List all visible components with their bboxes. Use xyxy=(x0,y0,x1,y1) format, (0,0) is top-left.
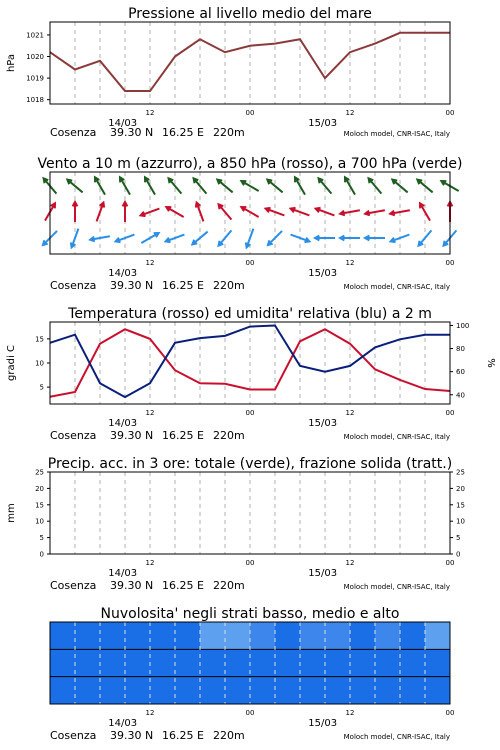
precipitation-panel xyxy=(6,456,465,592)
wind-arrow xyxy=(90,236,110,241)
cloud-cell xyxy=(350,649,375,676)
wind-arrow xyxy=(145,177,155,194)
cloud-panel xyxy=(50,606,454,742)
cloud-cell xyxy=(250,677,275,704)
cloud-cell xyxy=(200,622,225,649)
cloud-cell xyxy=(375,622,400,649)
station-lat: 39.30 N xyxy=(110,729,154,742)
temperature-panel xyxy=(6,306,496,442)
cloud-cell xyxy=(175,622,200,649)
wind-arrow xyxy=(192,232,207,245)
station-lat: 39.30 N xyxy=(110,126,154,139)
cloud-cell xyxy=(100,649,125,676)
cloud-cell xyxy=(75,622,100,649)
wind-arrow xyxy=(123,202,128,222)
y-tick-label: 1020 xyxy=(26,53,44,62)
cloud-cell xyxy=(325,649,350,676)
station-name: Cosenza xyxy=(50,429,97,442)
y-right-tick-label: 15 xyxy=(456,501,465,510)
y-axis-label: gradi C xyxy=(6,345,17,381)
cloud-cell xyxy=(400,649,425,676)
cloud-cell xyxy=(375,649,400,676)
day-label: 15/03 xyxy=(308,268,338,279)
y-right-tick-label: 10 xyxy=(456,517,465,526)
y-tick-label: 1019 xyxy=(26,74,44,83)
y-tick-label: 15 xyxy=(35,501,44,510)
wind-arrow xyxy=(166,235,185,243)
cloud-cell xyxy=(150,649,175,676)
x-tick-label: 12 xyxy=(145,259,155,267)
wind-arrow xyxy=(345,177,355,194)
x-tick-label: 00 xyxy=(445,709,455,717)
panel-title: Precip. acc. in 3 ore: totale (verde), frazione solida (tratt.) xyxy=(47,456,453,472)
wind-arrow xyxy=(295,177,305,194)
panel-title: Pressione al livello medio del mare xyxy=(128,6,372,22)
y-tick-label: 1021 xyxy=(26,31,44,40)
cloud-cell xyxy=(425,677,450,704)
station-lon: 16.25 E xyxy=(162,126,204,139)
y-tick-label: 5 xyxy=(39,534,44,543)
station-alt: 220m xyxy=(213,429,245,442)
y-tick-label: 5 xyxy=(39,383,44,392)
y-right-tick-label: 5 xyxy=(456,534,461,543)
y-tick-label: 15 xyxy=(35,335,44,344)
cloud-cell xyxy=(300,677,325,704)
day-label: 15/03 xyxy=(308,418,338,429)
model-credit: Moloch model, CNR-ISAC, Italy xyxy=(343,583,450,591)
cloud-cell xyxy=(325,677,350,704)
y-right-tick-label: 0 xyxy=(456,550,461,559)
x-tick-label: 12 xyxy=(145,559,155,567)
station-lon: 16.25 E xyxy=(162,579,204,592)
x-tick-label: 12 xyxy=(345,409,355,417)
day-label: 14/03 xyxy=(108,718,138,729)
wind-arrow xyxy=(141,233,158,243)
station-alt: 220m xyxy=(213,579,245,592)
cloud-cell xyxy=(125,649,150,676)
y-right-tick-label: 25 xyxy=(456,468,465,477)
panel-title: Nuvolosita' negli strati basso, medio e alto xyxy=(100,606,400,622)
wind-arrow xyxy=(419,230,432,245)
x-tick-label: 12 xyxy=(345,259,355,267)
cloud-cell xyxy=(275,649,300,676)
x-tick-label: 00 xyxy=(445,559,455,567)
y-tick-label: 0 xyxy=(39,550,44,559)
y-tick-label: 10 xyxy=(35,359,44,368)
wind-arrow xyxy=(116,235,135,243)
x-tick-label: 00 xyxy=(445,109,455,117)
y-right-tick-label: 80 xyxy=(456,345,465,354)
station-name: Cosenza xyxy=(50,729,97,742)
day-label: 15/03 xyxy=(308,718,338,729)
y-right-tick-label: 40 xyxy=(456,391,465,400)
cloud-cell xyxy=(350,677,375,704)
y-axis-label: mm xyxy=(6,503,17,523)
cloud-cell xyxy=(50,649,75,676)
x-tick-label: 12 xyxy=(145,709,155,717)
cloud-cell xyxy=(400,677,425,704)
station-alt: 220m xyxy=(213,126,245,139)
cloud-cell xyxy=(150,677,175,704)
x-tick-label: 00 xyxy=(245,109,255,117)
wind-arrow xyxy=(73,202,78,222)
day-label: 15/03 xyxy=(308,568,338,579)
y-tick-label: 10 xyxy=(35,517,44,526)
y-tick-label: 1018 xyxy=(26,96,44,105)
y-right-tick-label: 60 xyxy=(456,368,465,377)
day-label: 14/03 xyxy=(108,418,138,429)
cloud-cell xyxy=(250,622,275,649)
cloud-cell xyxy=(300,649,325,676)
wind-arrow xyxy=(95,177,105,194)
x-tick-label: 00 xyxy=(245,259,255,267)
wind-arrow xyxy=(120,177,130,194)
wind-arrow xyxy=(196,203,204,222)
cloud-cell xyxy=(175,649,200,676)
x-tick-label: 00 xyxy=(245,709,255,717)
cloud-cell xyxy=(150,622,175,649)
x-tick-label: 12 xyxy=(345,559,355,567)
station-alt: 220m xyxy=(213,279,245,292)
y-right-tick-label: 20 xyxy=(456,484,465,493)
wind-arrow xyxy=(219,230,232,245)
cloud-cell xyxy=(425,622,450,649)
cloud-cell xyxy=(100,622,125,649)
cloud-cell xyxy=(100,677,125,704)
cloud-cell xyxy=(75,649,100,676)
x-tick-label: 12 xyxy=(345,709,355,717)
cloud-cell xyxy=(75,677,100,704)
cloud-cell xyxy=(225,649,250,676)
cloud-cell xyxy=(125,622,150,649)
x-tick-label: 00 xyxy=(445,259,455,267)
station-lat: 39.30 N xyxy=(110,579,154,592)
x-tick-label: 00 xyxy=(445,409,455,417)
station-lon: 16.25 E xyxy=(162,729,204,742)
model-credit: Moloch model, CNR-ISAC, Italy xyxy=(343,433,450,441)
pressure-panel xyxy=(6,6,454,139)
cloud-cell xyxy=(50,677,75,704)
panel-title: Temperatura (rosso) ed umidita' relativa (blu) a 2 m xyxy=(68,306,432,322)
cloud-cell xyxy=(350,622,375,649)
x-tick-label: 12 xyxy=(345,109,355,117)
panel-title: Vento a 10 m (azzurro), a 850 hPa (rosso), a 700 hPa (verde) xyxy=(37,156,463,172)
x-tick-label: 00 xyxy=(245,559,255,567)
station-lat: 39.30 N xyxy=(110,279,154,292)
cloud-cell xyxy=(325,622,350,649)
cloud-cell xyxy=(225,677,250,704)
y-right-axis-label: % xyxy=(485,358,496,368)
day-label: 14/03 xyxy=(108,268,138,279)
cloud-cell xyxy=(125,677,150,704)
cloud-cell xyxy=(400,622,425,649)
model-credit: Moloch model, CNR-ISAC, Italy xyxy=(343,130,450,138)
cloud-cell xyxy=(175,677,200,704)
cloud-cell xyxy=(250,649,275,676)
cloud-cell xyxy=(375,677,400,704)
day-label: 15/03 xyxy=(308,118,338,129)
day-label: 14/03 xyxy=(108,568,138,579)
cloud-cell xyxy=(50,622,75,649)
day-label: 14/03 xyxy=(108,118,138,129)
wind-arrow xyxy=(291,235,310,243)
station-lon: 16.25 E xyxy=(162,279,204,292)
cloud-cell xyxy=(200,649,225,676)
x-tick-label: 12 xyxy=(145,409,155,417)
cloud-cell xyxy=(300,622,325,649)
cloud-cell xyxy=(425,649,450,676)
station-name: Cosenza xyxy=(50,126,97,139)
y-right-tick-label: 100 xyxy=(456,321,470,330)
y-tick-label: 25 xyxy=(35,468,44,477)
station-name: Cosenza xyxy=(50,279,97,292)
station-alt: 220m xyxy=(213,729,245,742)
wind-arrow xyxy=(268,231,282,245)
x-tick-label: 00 xyxy=(245,409,255,417)
wind-arrow xyxy=(391,235,410,243)
station-name: Cosenza xyxy=(50,579,97,592)
wind-arrow xyxy=(97,203,105,222)
y-axis-label: hPa xyxy=(6,53,17,73)
station-lon: 16.25 E xyxy=(162,429,204,442)
model-credit: Moloch model, CNR-ISAC, Italy xyxy=(343,283,450,291)
cloud-cell xyxy=(200,677,225,704)
x-tick-label: 12 xyxy=(145,109,155,117)
y-tick-label: 20 xyxy=(35,484,44,493)
cloud-cell xyxy=(225,622,250,649)
cloud-cell xyxy=(275,622,300,649)
cloud-cell xyxy=(275,677,300,704)
model-credit: Moloch model, CNR-ISAC, Italy xyxy=(343,733,450,741)
station-lat: 39.30 N xyxy=(110,429,154,442)
wind-panel xyxy=(37,156,462,292)
